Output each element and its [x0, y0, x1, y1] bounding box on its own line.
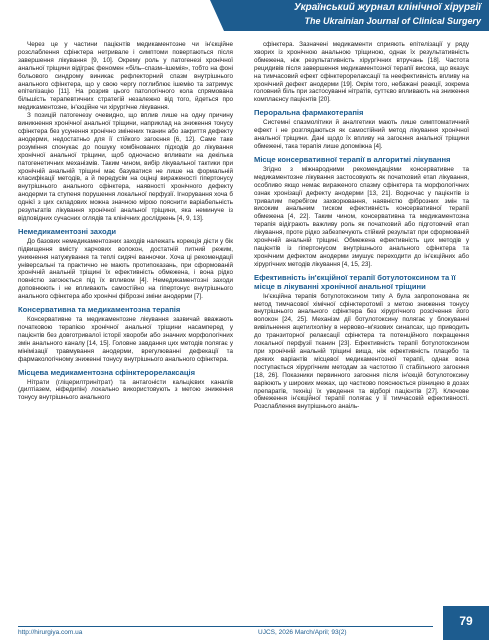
page-number: 79 — [443, 606, 489, 640]
paragraph: Нітрати (гліцерилтринітрат) та антагоністи кальцієвих каналів (дилтіазем, ніфедипін) локально використовують з метою зниження тонусу внутрішнього анального — [18, 378, 233, 402]
paragraph: Згідно з міжнародними рекомендаціями консервативне та медикаментозне лікування застосовують як початковий етап лікування, особливо якщо немає вираженого спазму сфінктера та морфологічних ознак хронізації дефекту анодерми [13, 21]. Водночас у пацієнтів із тривалим перебігом захворювання, наявністю фіброзних змін та високим анальним тиском ефективність консервативної терапії обмежена [4, 22]. Таким чином, консервативна та медикаментозна терапія відіграють важливу роль як початковий або підготовчий етап лікування, проте рідко забезпечують стійкий результат при сформованій хронічній анальній тріщині. Обмежена ефективність цих методів у пацієнтів із гіпертонусом внутрішнього анального сфінктера та хронічним дефектом анодерми змушує переходити до ін'єкційних або хірургічних методів лікування [4, 15, 23]. — [254, 165, 469, 268]
paragraph: До базових немедикаментозних заходів належать корекція дієти у бік підвищення вмісту харчових волокон, достатній питний режим, уникнення натужування та теплі сидячі ванночки. Хоча ці рекомендації універсальні та практично не мають протипоказань, при сформованій хронічній анальній тріщині їх ефективність обмежена, і вона рідко повністю загоюється під їх впливом [4]. Немедикаментозні заходи доповнюють і не впливають самостійно на гіпертонус внутрішнього анального сфінктера або хронічні фіброзні зміни анодерми [7]. — [18, 237, 233, 301]
section-heading: Ефективність ін'єкційної терапії ботулотоксином та її місце в лікуванні хронічної анальної тріщини — [254, 272, 456, 291]
journal-header — [0, 0, 489, 31]
paragraph: Ін'єкційна терапія ботулотоксином типу А була запропонована як метод тимчасової хімічної сфінктеротомії з метою зниження тонусу внутрішнього анального сфінктера без хірургічного розсічення його волокон [24, 25]. Механізм дії ботулотоксину полягає у блокуванні вивільнення ацетилхоліну в нервово–м'язових синапсах, що приводить до транзиторної релаксації сфінктера та потенційного покращення локальної перфузії тканин [23]. Ефективність терапії ботулотоксином при хронічній анальній тріщині вища, ніж ефективність плацебо та деяких варіантів місцевої медикаментозної терапії, однак вона поступається хірургічним методам за частотою її стабільного загоєння [18, 26]. Показники первинного загоєння після ін'єкцій ботулотоксину варіюють у широких межах, що частково пояснюється різницею в дозах препаратів, техніці їх уведення та відборі пацієнтів [27]. Ключове обмеження ін'єкційної терапії полягає у її тимчасовій ефективності. Розслаблення внутрішнього анаіль- — [254, 292, 469, 411]
paragraph: З позицій патогенезу очевидно, що вплив лише на одну причину виникнення хронічної анальної тріщини, наприклад на зниження тонусу сфінктера без усунення хронічно змінених тканин або закриття дефекту анодерми, недостатньо для її стійкого загоєння [6, 12]. Саме таке розуміння спонукає до пошуку комбінованих підходів до лікування хронічної анальної тріщини, щоб одночасно впливати на декілька патогенетичних механізмів. Таким чином, вибір лікувальної тактики при хронічній анальній тріщині має базуватися не лише на формальній класифікації методів, а й передусім на оцінці вираженості гіпертонусу внутрішнього анального сфінктера, наявності хронічного дефекту анодерми та ступеня порушення локальної перфузії. Ігнорування хоча б однієї з цих складових можна значною мірою пояснити варіабельність результатів лікування хронічної анальної тріщини, яка неминуче із відповідних сучасних оглядів та клінічних досліджень [4, 9, 13]. — [18, 112, 233, 222]
section-heading: Консервативна та медикаментозна терапія — [18, 305, 181, 315]
subsection-heading: Місцева медикаментозна сфінктерорелаксація — [18, 367, 196, 377]
section-heading: Немедикаментозні заходи — [18, 226, 117, 236]
journal-citation: UJCS, 2026 March/April; 93(2) — [258, 629, 347, 636]
right-column — [254, 41, 469, 411]
footer-divider — [18, 626, 433, 627]
journal-title-ukrainian: Український журнал клінічної хірургії — [294, 2, 481, 13]
header-banner — [224, 0, 489, 31]
paragraph: Системні спазмолітики й аналгетики мають лише симптоматичний ефект і не розглядаються як самостійний метод лікування хронічної анальної тріщини. Дані щодо їх впливу на загоєння анальної тріщини обмежені, така терапія лише допоміжна [4]. — [254, 119, 469, 150]
journal-title-english: The Ukrainian Journal of Clinical Surgery — [304, 16, 481, 26]
paragraph: сфінктера. Зазначені медикаменти сприяють епітелізації у ряду хворих із хронічною анальною тріщиною, однак їх результативність обмежена, ніж результативність хірургічних втручань [18]. Частота рецидивів після завершення медикаментозної терапії висока, що вказує на тимчасовий ефект сфінктерорелаксації та неефективність впливу на хронічний дефект анодерми [19]. Окрім того, небажані реакції, зокрема головний біль при застосуванні нітратів, суттєво впливають на зниження комплаєнсу пацієнтів [20]. — [254, 41, 469, 104]
paragraph: Консервативне та медикаментозне лікування зазвичай вважають початковою терапією хронічної анальної тріщини насамперед у пацієнтів без довготривалої історії хвороби або значних морфологічних змін анального каналу [14, 15]. Головне завдання цих методів полягає у мінімізації травмування анодерми, врегулюванні дефекації та фармакологічному зниженні тонусу внутрішнього анального сфінктера. — [18, 316, 233, 363]
subsection-heading: Місце консервативної терапії в алгоритмі лікування — [254, 154, 451, 164]
subsection-heading: Пероральна фармакотерапія — [254, 108, 364, 118]
page-footer — [0, 606, 489, 640]
left-column — [18, 41, 233, 402]
paragraph: Через це у частини пацієнтів медикаментозне чи ін'єкційне розслаблення сфінктера нетривале і симптоми повертаються після завершення лікування [9, 10]. Окрему роль у патогенезі хронічної анальної тріщини відіграє феномен «біль–спазм–ішемія», тобто на фоні больового синдрому виникає рефлекторний спазм внутрішнього анального сфінктера, що у свою чергу поглиблює ішемію та затримує епітелізацію [11]. На розрив цього патологічного кола спрямована більшість терапевтичних стратегій незалежно від того, йдеться про медикаментозне, ін'єкційне чи хірургічне лікування. — [18, 41, 233, 112]
journal-url: http://hirurgiya.com.ua — [18, 629, 83, 636]
